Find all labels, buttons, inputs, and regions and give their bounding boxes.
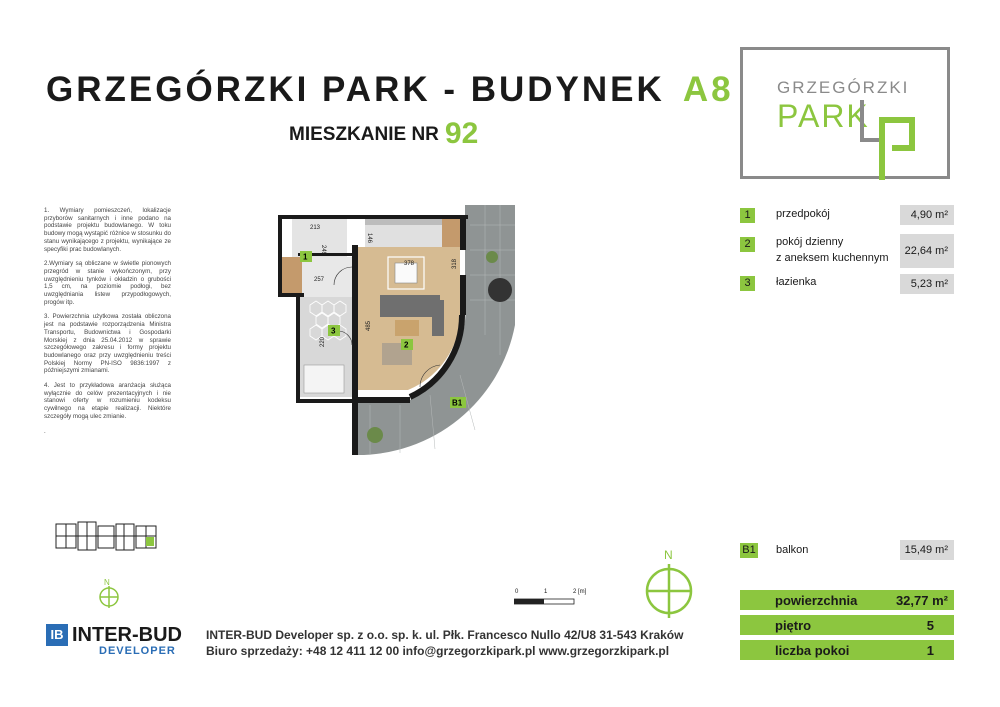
- room-tag-1: 1: [303, 252, 308, 262]
- room-area: 22,64: [904, 245, 933, 257]
- room-name-2: z aneksem kuchennym: [776, 252, 889, 264]
- page-title: [46, 70, 734, 110]
- logo-text-top: GRZEGÓRZKI: [777, 78, 910, 97]
- brand-name: INTER-BUD: [72, 624, 182, 646]
- dim-2: 249: [320, 245, 326, 256]
- footer-contact: Biuro sprzedaży: +48 12 411 12 00 info@grzegorzkipark.pl www.grzegorzkipark.pl: [206, 644, 670, 658]
- dim-8: 220: [320, 336, 326, 347]
- dim-3: 146: [366, 233, 372, 244]
- summary-rooms-bar: [740, 640, 954, 660]
- small-compass-north: N: [104, 578, 110, 587]
- dim-6: 318: [452, 258, 458, 269]
- apartment-label: MIESZKANIE NR: [289, 124, 439, 145]
- logo-text-bottom: PARK: [777, 98, 870, 134]
- apartment-number: 92: [444, 117, 479, 150]
- room-area-box: [900, 234, 954, 268]
- balcony-area-unit: m²: [935, 544, 948, 556]
- summary-value: 32,77 m²: [895, 593, 948, 608]
- building-code: A8: [682, 70, 734, 109]
- balcony-name: balkon: [776, 544, 809, 556]
- note-3: 3. Powierzchnia użytkowa została obliczona jest na podstawie rozporządzenia Ministra Transportu, Budownictwa i Gospodarki Morskiej z dnia 25.04.2012 w sprawie szczegółowego zakresu i formy projektu budowlanego oraz przy uwzględnieniu treści Polskiej Normy PN-ISO 9836:1997 z późniejszymi zmianami.: [44, 313, 171, 375]
- room-no: 2: [740, 237, 755, 252]
- scale-label-2: 2 [m]: [573, 589, 587, 595]
- summary-label: liczba pokoi: [775, 643, 850, 658]
- summary-label: piętro: [775, 618, 812, 633]
- dim-5: 378: [404, 261, 415, 267]
- apartment-heading: [289, 117, 478, 151]
- room-area-box: [900, 205, 954, 225]
- room-area-unit: m²: [935, 245, 948, 257]
- room-no: 3: [740, 276, 755, 291]
- balcony-area-box: [900, 540, 954, 560]
- note-4: 4. Jest to przykładowa aranżacja służąca wyłącznie do celów prezentacyjnych i nie stanowi oferty w rozumieniu kodeksu cywilnego na etapie realizacji. Niektóre szczegóły mogą ulec zmianie.: [44, 382, 171, 420]
- dim-7: 485: [366, 320, 372, 331]
- room-tag-b1: B1: [452, 398, 463, 408]
- room-name: pokój dzienny: [776, 236, 844, 248]
- room-tag-2: 2: [404, 340, 409, 350]
- room-area-box: [900, 274, 954, 294]
- title-text: GRZEGÓRZKI PARK - BUDYNEK: [46, 70, 665, 109]
- room-area-unit: m²: [935, 209, 948, 221]
- scale-label-1: 1: [544, 589, 548, 595]
- balcony-no: B1: [740, 543, 758, 558]
- room-area-unit: m²: [935, 278, 948, 290]
- floor-plan: [270, 205, 530, 465]
- compass-icon: [642, 564, 696, 618]
- summary-label: powierzchnia: [775, 593, 858, 608]
- room-name: łazienka: [776, 276, 817, 288]
- site-key-plan: [52, 520, 162, 554]
- note-2: 2.Wymiary są obliczane w świetle pionowych przegród w stanie wykończonym, przy uwzględnieniu tynków i okładzin o grubości 1,5 cm, na poziomie podłogi, bez uwzględniania listew przypodłogowych, progów itp.: [44, 260, 171, 306]
- dim-1: 213: [310, 225, 321, 231]
- note-5: .: [44, 427, 46, 435]
- scale-bar: [514, 598, 584, 606]
- summary-area-bar: [740, 590, 954, 610]
- balcony-area: 15,49: [904, 544, 933, 556]
- room-tag-3: 3: [331, 326, 336, 336]
- room-area: 4,90: [910, 209, 933, 221]
- compass-north: N: [664, 548, 673, 562]
- note-1: 1. Wymiary pomieszczeń, lokalizacje przyborów sanitarnych i inne podano na podstawie projektu budowlanego. W toku budowy mogą wystąpić różnice w stosunku do stanu wynikającego z projektu, wynikające ze specyfiki prac budowlanych.: [44, 207, 171, 253]
- room-name: przedpokój: [776, 208, 830, 220]
- summary-floor-bar: [740, 615, 954, 635]
- logo-mark-icon: [860, 100, 920, 180]
- notes-block: [44, 207, 171, 442]
- summary-value: 1: [926, 643, 934, 658]
- small-compass-icon: [98, 586, 120, 608]
- scale-label-0: 0: [515, 589, 519, 595]
- dim-4: 257: [314, 277, 325, 283]
- brand-sub: DEVELOPER: [99, 645, 176, 657]
- room-area: 5,23: [910, 278, 933, 290]
- room-no: 1: [740, 208, 755, 223]
- footer-address: INTER-BUD Developer sp. z o.o. sp. k. ul. Płk. Francesco Nullo 42/U8 31-543 Kraków: [206, 628, 684, 642]
- ib-mark-icon: IB: [46, 624, 68, 646]
- summary-value: 5: [926, 618, 934, 633]
